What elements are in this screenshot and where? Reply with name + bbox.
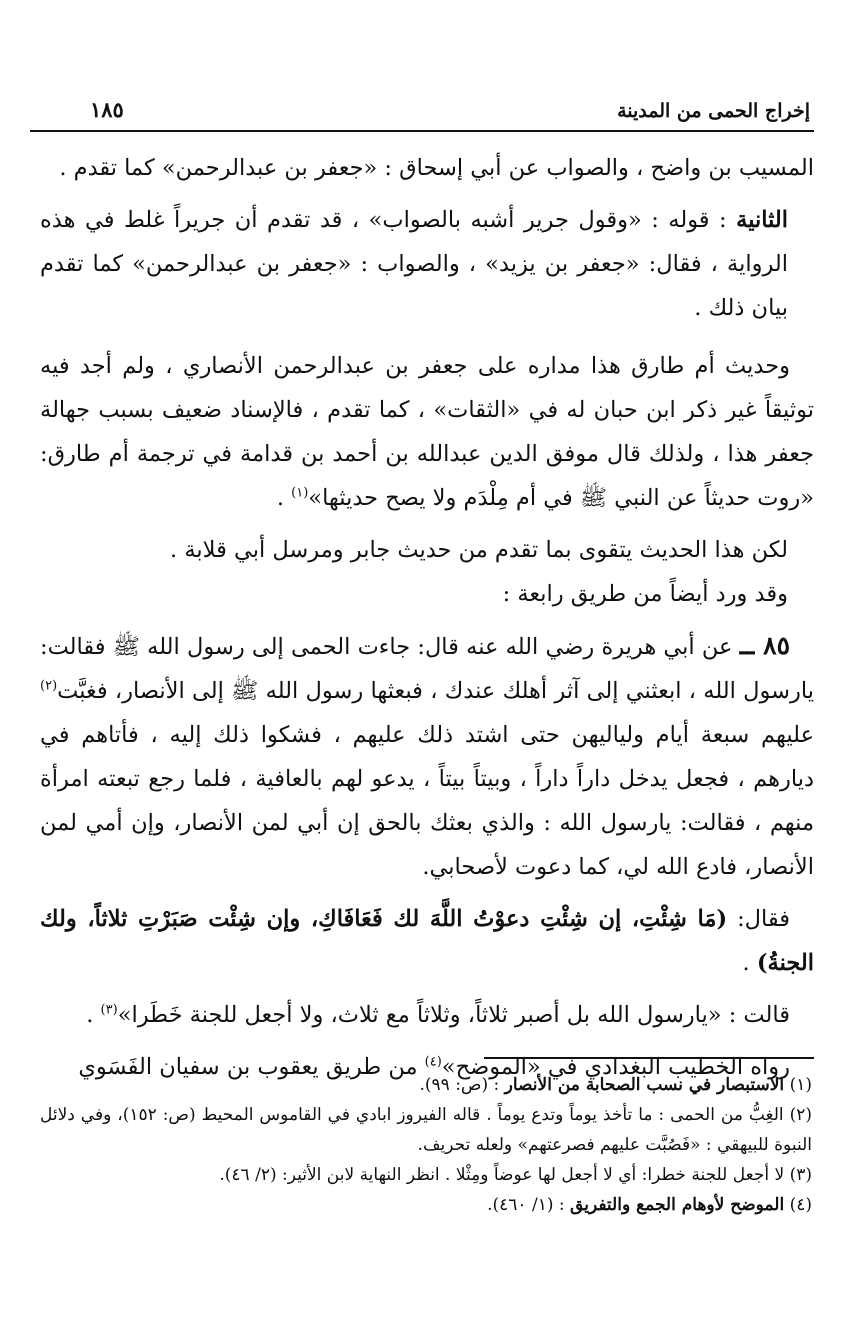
- main-text: [40, 146, 814, 1089]
- paragraph-6-end: .: [742, 950, 757, 976]
- footnote-text: : (١/ ٤٦٠).: [487, 1195, 571, 1215]
- footnote-rule: [484, 1057, 814, 1059]
- paragraph-1-text: المسيب بن واضح ، والصواب عن أبي إسحاق : «جعفر بن عبدالرحمن» كما تقدم .: [59, 155, 814, 181]
- footnote-ref-1[interactable]: (١): [291, 485, 309, 501]
- page-number: ١٨٥: [90, 97, 124, 122]
- hadith-85-text-b: عليهم سبعة أيام ولياليهن حتى اشتد ذلك عليهم ، فشكوا ذلك إليه ، فأتاهم في ديارهم ، فجعل يدخل داراً داراً ، وبيتاً بيتاً ، يدعو لهم بالعافية ، فلما رجع تبعته امرأة منهم ، فقالت: يارسول الله : والذي بعثك بالحق إن أبي لمن الأنصار، وإن أمي لمن الأنصار، فادع الله لي، كما دعوت لأصحابي.: [40, 722, 814, 880]
- paragraph-2: [40, 198, 814, 330]
- footnote-ref-2[interactable]: (٢): [40, 678, 58, 694]
- footnote-number: (٤): [789, 1195, 812, 1215]
- second-note-heading: الثانية: [736, 207, 788, 233]
- paragraph-4-text: لكن هذا الحديث يتقوى بما تقدم من حديث جابر ومرسل أبي قلابة .: [170, 537, 788, 563]
- footnote-number: (٢): [789, 1105, 813, 1125]
- footnote-4: [40, 1190, 812, 1220]
- paragraph-4: [40, 528, 814, 572]
- footnote-number: (٣): [789, 1165, 812, 1185]
- footnote-ref-3[interactable]: (٣): [100, 1002, 118, 1018]
- footnote-2: [40, 1100, 812, 1160]
- footnote-source: الاستبصار في نسب الصحابة من الأنصار: [504, 1075, 785, 1095]
- footnote-source: الموضح لأوهام الجمع والتفريق: [570, 1195, 785, 1215]
- hadith-number: ٨٥ ــ: [739, 631, 790, 660]
- paragraph-5: [40, 572, 814, 616]
- footnote-number: (١): [789, 1075, 812, 1095]
- paragraph-2-text: : قوله : «وقول جرير أشبه بالصواب» ، قد تقدم أن جريراً غلط في هذه الرواية ، فقال: «جعفر بن يزيد» ، والصواب : «جعفر بن عبدالرحمن» كما تقدم بيان ذلك .: [40, 207, 788, 321]
- paragraph-7: [40, 993, 814, 1037]
- running-head: [90, 86, 810, 122]
- paragraph-3-text: وحديث أم طارق هذا مداره على جعفر بن عبدالرحمن الأنصاري ، ولم أجد فيه توثيقاً غير ذكر ابن حبان له في «الثقات» ، كما تقدم ، فالإسناد ضعيف بسبب جهالة جعفر هذا ، ولذلك قال موفق الدين عبدالله بن أحمد بن قدامة في ترجمة أم طارق: «روت حديثاً عن النبي ﷺ في أم مِلْدَم ولا يصح حديثها»: [40, 353, 814, 511]
- paragraph-8-end: من طريق يعقوب بن سفيان الفَسَوي: [78, 1054, 425, 1080]
- footnote-1: [40, 1070, 812, 1100]
- hadith-85: [40, 624, 814, 889]
- hadith-85-text-a: عن أبي هريرة رضي الله عنه قال: جاءت الحمى إلى رسول الله ﷺ فقالت: يارسول الله ، ابعثني إلى آثر أهلك عندك ، فبعثها رسول الله ﷺ إلى الأنصار، فغبَّت: [40, 634, 814, 704]
- header-rule: [30, 130, 814, 132]
- paragraph-8-text: رواه الخطيب البغدادي في «الموضح»: [441, 1054, 790, 1080]
- footnote-text: لا أجعل للجنة خطرا: أي لا أجعل لها عوضاً ومِثْلا . انظر النهاية لابن الأثير: (٢/ ٤٦).: [219, 1165, 785, 1185]
- footnote-text: الغِبُّ من الحمى : ما تأخذ يوماً وتدع يوماً . قاله الفيروز ابادي في القاموس المحيط (ص: ١٥٢)، وفي دلائل النبوة للبيهقي : «فَصُبَّت عليهم فصرعتهم» ولعله تحريف.: [40, 1105, 812, 1155]
- paragraph-3-end: .: [276, 485, 292, 511]
- paragraph-7-end: .: [86, 1002, 101, 1028]
- footnote-ref-4[interactable]: (٤): [424, 1054, 442, 1070]
- paragraph-7-text: قالت : «يارسول الله بل أصبر ثلاثاً، وثلاثاً مع ثلاث، ولا أجعل للجنة خَطَرا»: [117, 1002, 790, 1028]
- paragraph-6-intro: فقال:: [727, 906, 791, 932]
- running-title: إخراج الحمى من المدينة: [617, 100, 810, 122]
- paragraph-6: [40, 897, 814, 985]
- footnote-text: : (ص: ٩٩).: [419, 1075, 505, 1095]
- footnote-3: [40, 1160, 812, 1190]
- prophet-saying: (مَا شِئْتِ، إن شِئْتِ دعوْتُ اللَّهَ لك فَعَافَاكِ، وإن شِئْت صَبَرْتِ ثلاثاً، ولك الجنةُ): [40, 906, 814, 976]
- paragraph-1: [40, 146, 814, 190]
- paragraph-3: [40, 344, 814, 520]
- footnotes: [40, 1070, 812, 1220]
- paragraph-5-text: وقد ورد أيضاً من طريق رابعة :: [502, 581, 788, 607]
